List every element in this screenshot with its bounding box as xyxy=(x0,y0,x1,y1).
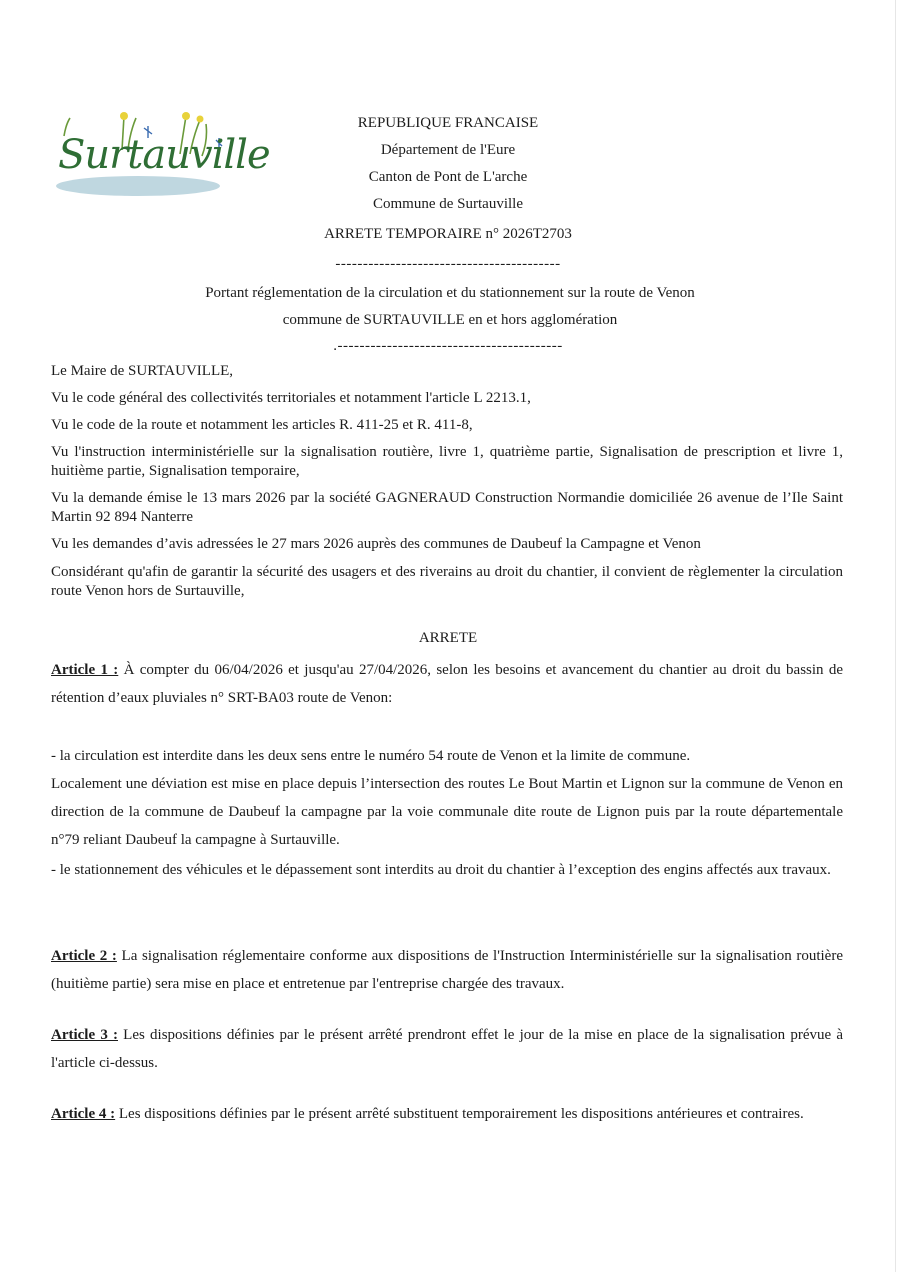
document-header xyxy=(248,110,648,218)
article-2 xyxy=(51,942,843,998)
arrete-subject xyxy=(60,280,840,334)
article-1-text: À compter du 06/04/2026 et jusqu'au 27/04/2026, selon les besoins et avancement du chantier au droit du bassin de rétention d’eaux pluviales n° SRT-BA03 route de Venon: xyxy=(51,662,843,706)
preamble-vu-demande: Vu la demande émise le 13 mars 2026 par la société GAGNERAUD Construction Normandie domiciliée 26 avenue de l’Ile Saint Martin 92 894 Nanterre xyxy=(51,490,843,525)
preamble-vu-cgct: Vu le code général des collectivités territoriales et notamment l'article L 2213.1, xyxy=(51,390,531,406)
article-3-text: Les dispositions définies par le présent arrêté prendront effet le jour de la mise en place de la signalisation prévue à l'article ci-dessus. xyxy=(51,1027,843,1071)
header-canton: Canton de Pont de L'arche xyxy=(368,169,528,185)
header-republique: REPUBLIQUE FRANCAISE xyxy=(357,115,539,131)
article-4-label: Article 4 : xyxy=(51,1106,116,1122)
article-4-text: Les dispositions définies par le présent arrêté substituent temporairement les dispositions antérieures et contraires. xyxy=(115,1106,804,1122)
subject-line-1: Portant réglementation de la circulation et du stationnement sur la route de Venon xyxy=(205,285,695,301)
article-2-label: Article 2 : xyxy=(51,948,117,964)
article-3 xyxy=(51,1021,843,1077)
preamble-maire: Le Maire de SURTAUVILLE, xyxy=(51,363,234,379)
preamble-considerant: Considérant qu'afin de garantir la sécurité des usagers et des riverains au droit du chantier, il convient de règlementer la circulation route Venon hors de Surtauville, xyxy=(51,564,843,599)
scan-edge xyxy=(895,0,896,1272)
article-1 xyxy=(51,656,843,712)
arrete-title: ARRETE xyxy=(418,630,478,646)
preamble-vu-avis: Vu les demandes d’avis adressées le 27 mars 2026 auprès des communes de Daubeuf la Campagne et Venon xyxy=(51,536,701,552)
preamble-vu-instruction: Vu l'instruction interministérielle sur la signalisation routière, livre 1, quatrième partie, Signalisation de prescription et livre 1, huitième partie, Signalisation temporaire, xyxy=(51,444,843,479)
header-departement: Département de l'Eure xyxy=(380,142,516,158)
logo-text: Surtauville xyxy=(58,132,270,178)
arrete-number: ARRETE TEMPORAIRE n° 2026T2703 xyxy=(324,226,572,242)
article-1-circulation: - la circulation est interdite dans les deux sens entre le numéro 54 route de Venon et la limite de commune. xyxy=(51,748,691,764)
article-3-label: Article 3 : xyxy=(51,1027,118,1043)
subject-line-2: commune de SURTAUVILLE en et hors agglomération xyxy=(282,312,618,328)
article-1-stationnement: - le stationnement des véhicules et le dépassement sont interdits au droit du chantier à l’exception des engins affectés aux travaux. xyxy=(51,862,831,878)
commune-logo xyxy=(50,110,270,206)
article-4 xyxy=(51,1100,843,1128)
separator-bottom: .----------------------------------------- xyxy=(333,338,563,354)
separator-top: ----------------------------------------- xyxy=(335,256,561,272)
article-2-text: La signalisation réglementaire conforme aux dispositions de l'Instruction Interministérielle sur la signalisation routière (huitième partie) sera mise en place et entretenue par l'entreprise chargée des travaux. xyxy=(51,948,843,992)
article-1-label: Article 1 : xyxy=(51,662,119,678)
preamble-vu-code-route: Vu le code de la route et notamment les articles R. 411-25 et R. 411-8, xyxy=(51,417,473,433)
header-commune: Commune de Surtauville xyxy=(373,196,523,212)
article-1-deviation: Localement une déviation est mise en place depuis l’intersection des routes Le Bout Martin et Lignon sur la commune de Venon en direction de la commune de Daubeuf la campagne par la voie communale dite route de Lignon puis par la route départementale n°79 reliant Daubeuf la campagne à Surtauville. xyxy=(51,776,843,848)
